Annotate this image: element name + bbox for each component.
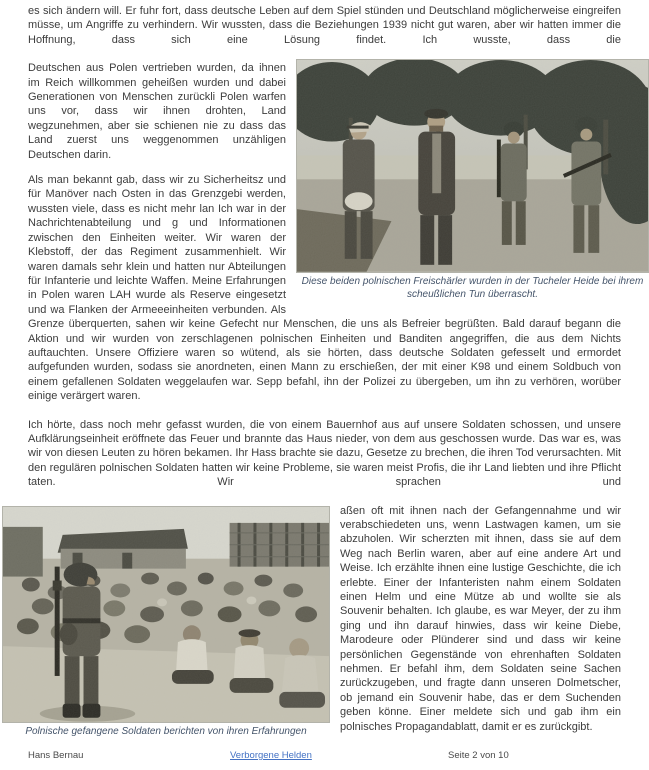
paragraph-text: es sich ändern will. Er fuhr fort, dass deutsche Leben auf dem Spiel stünden und Deutschland möglicherweise eingreifen müsse, um Angriffe zu verhindern. Wir wussten, dass die Beziehungen 1939 nicht gut waren, aber wir hatten immer die Hoffnung, dass sich eine Lösung findet. Ich wusste, dass die bbox=[28, 5, 621, 46]
figure-captured-irregulars bbox=[296, 59, 649, 301]
paragraph-text: Deutschen aus Polen vertrieben wurden, da ihnen im Reich willkommen geheißen wurden und dabei Generationen von Menschen zurückli Polen warfen uns vor, dass wir ihnen drohten, Land wegzunehmen, aber sie schienen nie zu dass das Land zuerst uns weggenommen unzähligen Deutschen darin. bbox=[28, 62, 286, 161]
figure-prisoner-camp bbox=[2, 506, 330, 739]
footer-author-name: Hans Bernau bbox=[28, 750, 84, 761]
footer-document-title-link[interactable]: Verborgene Helden bbox=[230, 750, 312, 761]
paragraph-text: aßen oft mit ihnen nach der Gefangennahme und wir verabschiedeten uns, wenn Lastwagen kamen, um sie abzuholen. Wir scherzten mit ihnen, dass sie auf dem Weg nach Berlin waren, aber auf eine andere Art und Weise. Ich erzählte ihnen eine lustige Geschichte, die ich erlebte. Einer der Infanteristen nahm einem Soldaten einen Helm und eine Mütze ab und wollte sie als Souvenir behalten. Ich glaube, es war Meyer, der zu ihm ging und ihn darauf hinwies, dass wir keine Diebe, Marodeure oder Plünderer sind und dass wir keine persönlichen Gegenstände von ehrenhaften Soldaten nehmen. Er befahl ihm, dem Soldaten seine Sachen zurückzugeben, und fragte dann unseren Dolmetscher, ob jemand ein Souvenir habe, das er dem Suchenden geben könne. Einer meldete sich und gab ihm ein polnisches Propagandablatt, damit er es zurückgibt. bbox=[340, 504, 621, 733]
figure-caption-prisoners: Polnische gefangene Soldaten berichten von ihren Erfahrungen bbox=[25, 726, 307, 738]
photo-prisoner-camp-image bbox=[2, 506, 330, 724]
paragraph-3-lead bbox=[28, 418, 621, 490]
page-footer bbox=[0, 750, 649, 764]
paragraph-1-lead bbox=[28, 4, 621, 47]
footer-page-indicator: Seite 2 von 10 bbox=[448, 750, 509, 761]
paragraph-2: Als man bekannt gab, dass wir zu Sicherheitsz und für Manöver nach Osten in das Grenzgebi werden, wussten viele, dass es nicht mehr lan Ich war in der Nachrichtenabteilung und g und Informationen zwischen den Einheiten weiter. Wir waren der Klebstoff, der das Regiment zusammenhielt. Wir waren damals sehr klein und hatten nur Abteilungen für Infanterie und leichte Waffen. Meine Erfahrungen in Polen waren LAH wurde als Reserve eingesetzt und wa Flanken der Armeeeinheiten verbunden. Als Grenze überquerten, sahen wir keine Gefecht nur Menschen, die uns als Befreier begrüßten. Bald darauf begann die Aktion und wir wurden von zerschlagenen polnischen Einheiten und Banditen angegriffen, die aus dem Nichts auftauchten. Unsere Offiziere waren so wütend, als sie hörten, dass deutsche Soldaten gefesselt und ermordet aufgefunden wurden, sodass sie anordneten, einen Mann zu erschießen, der mit einer K98 und einem Soldbuch von einem gefallenen Soldaten weggelaufen war. Sepp befahl, ihn der Polizei zu übergeben, um ihn zu verhören, worüber einige verärgert waren. bbox=[28, 174, 621, 403]
paragraph-text: Ich hörte, dass noch mehr gefasst wurden, die von einem Bauernhof aus auf unsere Soldaten schossen, und unsere Aufklärungseinheit eröffnete das Feuer und brannte das Haus nieder, von dem aus geschossen wurde. Das war es, was wir von diesen Leuten zu hören bekamen. Ihr Hass brachte sie dazu, Gesetze zu brechen, die ihren Tod verursachten. Mit den regulären polnischen Soldaten hatten wir keine Probleme, sie waren meist Profis, die ihr Land liebten und ihre Pflicht taten. Wir sprachen und bbox=[28, 418, 621, 489]
figure-caption-irregulars: Diese beiden polnischen Freischärler wurden in der Tucheler Heide bei ihrem scheußlichen Tun überrascht. bbox=[301, 276, 644, 300]
photo-captured-irregulars-image bbox=[296, 59, 649, 273]
